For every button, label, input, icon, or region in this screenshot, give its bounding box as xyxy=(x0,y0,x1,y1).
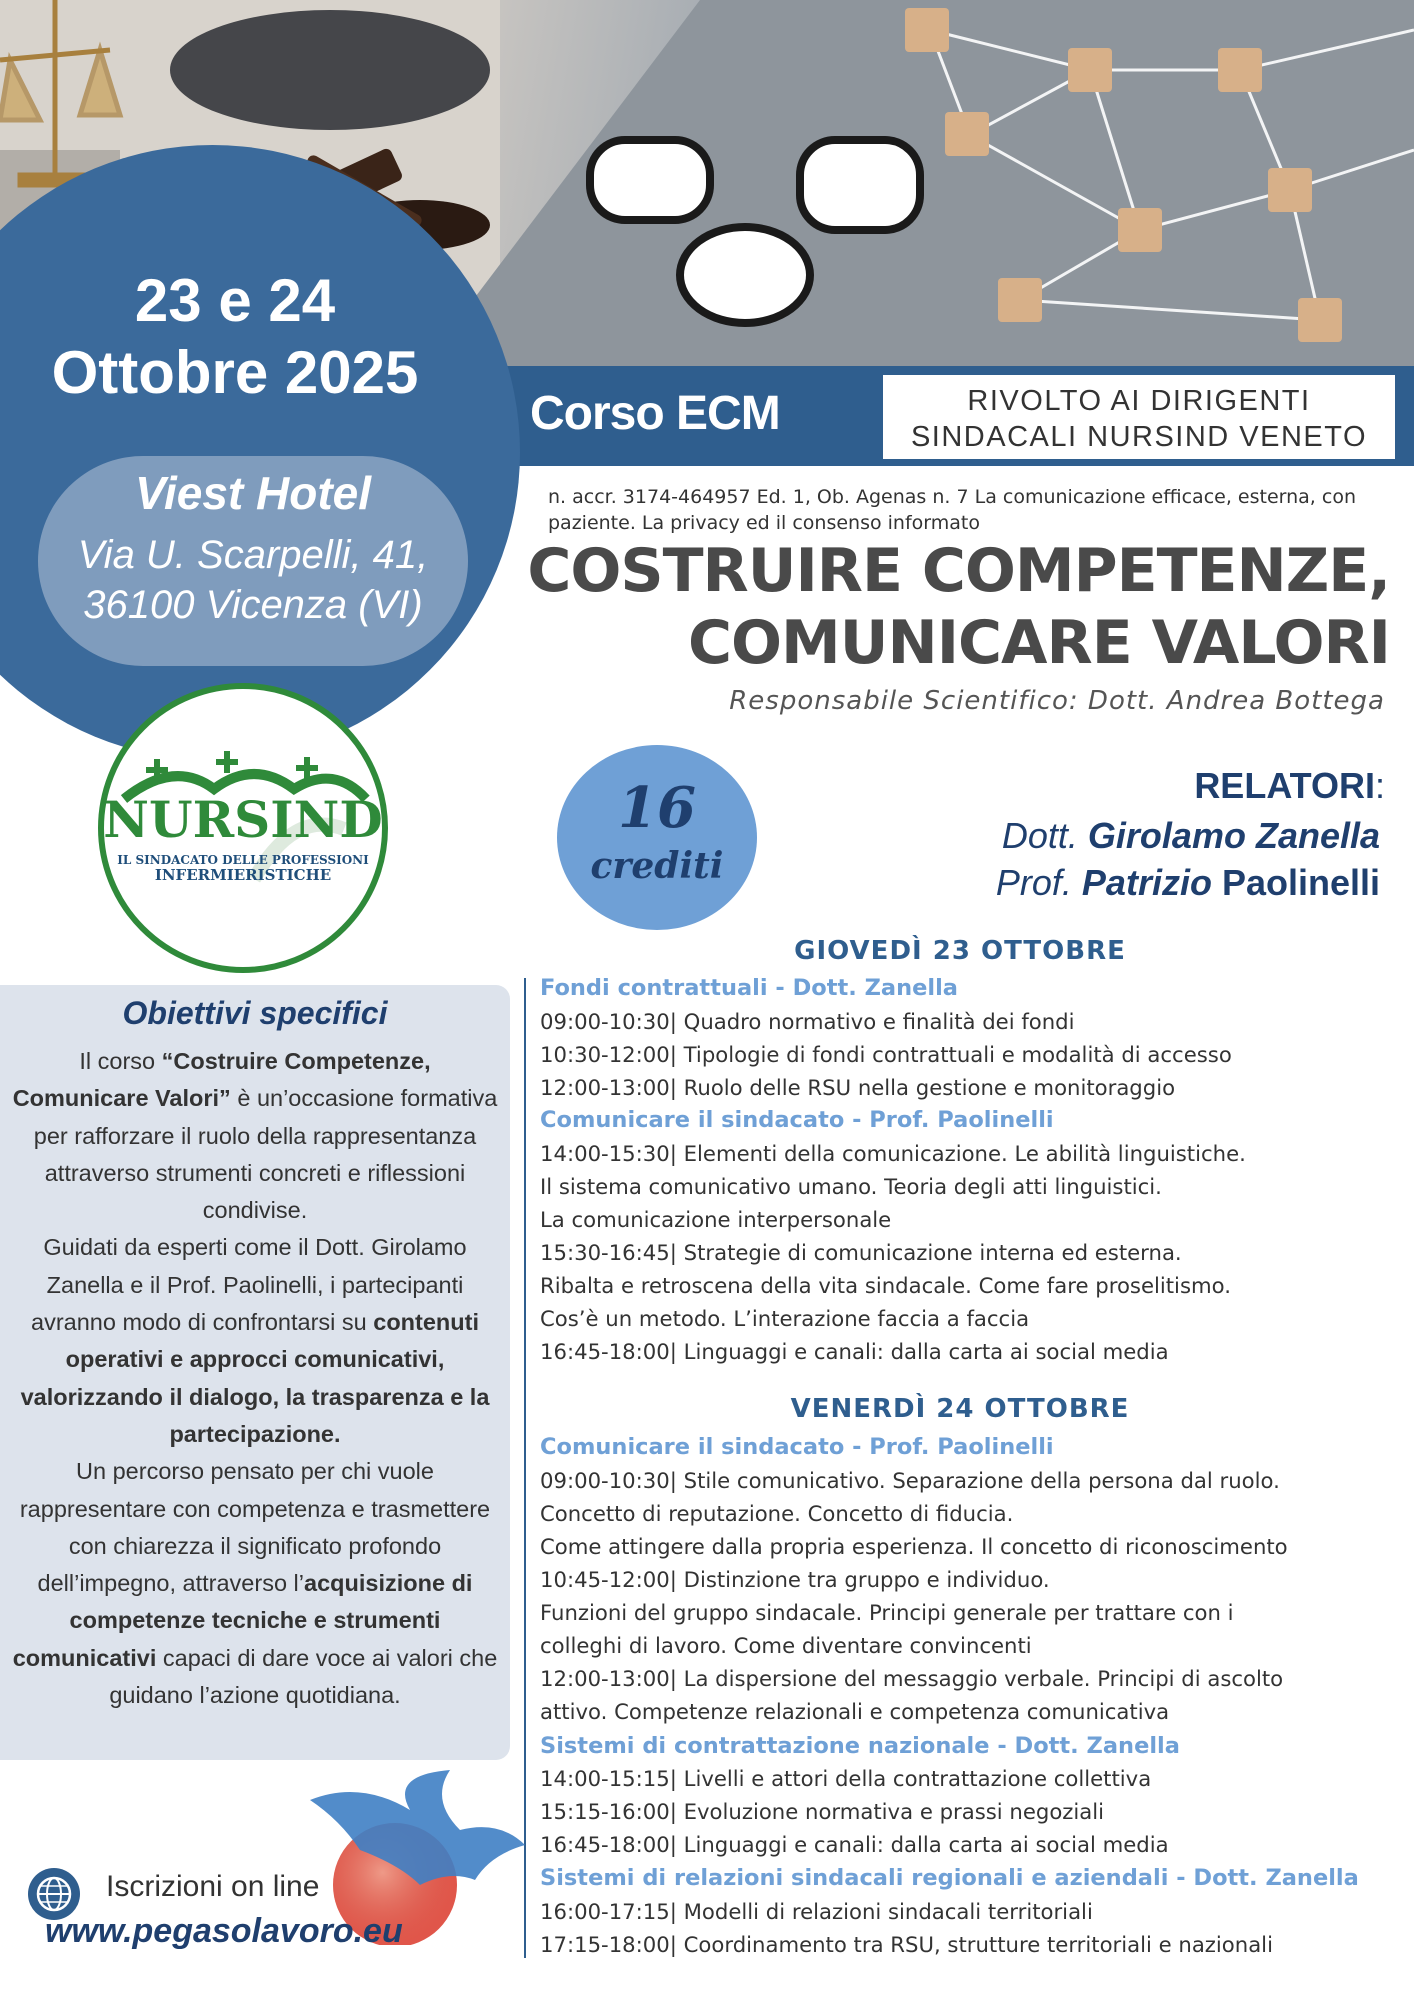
speaker-2-first-name: Patrizio xyxy=(1081,862,1212,903)
schedule-line: 14:00-15:15| Livelli e attori della contrattazione collettiva xyxy=(540,1766,1152,1791)
day-1-section-2: Comunicare il sindacato - Prof. Paolinelli xyxy=(540,1107,1054,1133)
speaker-2-title: Prof. xyxy=(995,862,1082,903)
speaker-2-last-name: Paolinelli xyxy=(1211,862,1380,903)
speaker-1-title: Dott. xyxy=(1001,815,1088,856)
credits-label: crediti xyxy=(590,845,724,887)
schedule-line: 16:00-17:15| Modelli di relazioni sindacali territoriali xyxy=(540,1899,1093,1924)
day-2-section-3: Sistemi di relazioni sindacali regionali e aziendali - Dott. Zanella xyxy=(540,1865,1359,1891)
schedule-line: Il sistema comunicativo umano. Teoria degli atti linguistici. xyxy=(540,1174,1162,1199)
logo-wordmark: NURSIND xyxy=(103,790,383,849)
venue-address-line-2: 36100 Vicenza (VI) xyxy=(83,583,423,627)
scientific-lead-name: : Dott. Andrea Bottega xyxy=(1068,686,1385,716)
logo-tagline-line-2: INFERMIERISTICHE xyxy=(154,866,332,884)
schedule-line: 16:45-18:00| Linguaggi e canali: dalla carta ai social media xyxy=(540,1339,1169,1364)
course-title xyxy=(520,535,1390,679)
speakers-heading-suffix: : xyxy=(1374,765,1385,806)
obj-p3-a: Un percorso pensato per chi vuole rappresentare con competenza e trasmettere con chiarezza il significato profondo dell’impegno, attraverso l’ xyxy=(19,1458,491,1597)
obj-p3-b: capaci di dare voce ai valori che guidano l’azione quotidiana. xyxy=(109,1644,498,1709)
schedule-line: 14:00-15:30| Elementi della comunicazione. Le abilità linguistiche. xyxy=(540,1141,1246,1166)
schedule-line: La comunicazione interpersonale xyxy=(540,1207,892,1232)
schedule-line: 15:30-16:45| Strategie di comunicazione interna ed esterna. xyxy=(540,1240,1182,1265)
speaker-2 xyxy=(780,862,1380,904)
event-dates xyxy=(0,265,470,409)
title-line-2: COMUNICARE VALORI xyxy=(688,608,1390,678)
logo-tagline xyxy=(98,853,388,883)
day-1-heading: GIOVEDÌ 23 OTTOBRE xyxy=(794,936,1126,966)
scientific-lead-role: Responsabile Scientifico xyxy=(729,686,1069,716)
objectives-paragraph-1 xyxy=(10,1043,500,1229)
schedule-line: Funzioni del gruppo sindacale. Principi generale per trattare con i xyxy=(540,1600,1234,1625)
objectives-paragraph-3 xyxy=(10,1453,500,1714)
schedule-line: 09:00-10:30| Stile comunicativo. Separazione della persona dal ruolo. xyxy=(540,1468,1280,1493)
schedule-line: 10:30-12:00| Tipologie di fondi contrattuali e modalità di accesso xyxy=(540,1042,1232,1067)
website-link[interactable]: www.pegasolavoro.eu xyxy=(45,1912,403,1950)
schedule-line: colleghi di lavoro. Come diventare convincenti xyxy=(540,1633,1032,1658)
day-1-section-1: Fondi contrattuali - Dott. Zanella xyxy=(540,975,958,1001)
objectives-heading: Obiettivi specifici xyxy=(122,995,388,1031)
speaker-1-name: Girolamo Zanella xyxy=(1087,815,1380,856)
schedule-line: 17:15-18:00| Coordinamento tra RSU, strutture territoriali e nazionali xyxy=(540,1932,1273,1957)
obj-p2-a: Guidati da esperti come il Dott. Girolamo Zanella e il Prof. Paolinelli, i partecipanti avranno modo di confrontarsi su xyxy=(31,1234,467,1336)
obj-p1-a: Il corso xyxy=(79,1048,162,1074)
speakers-heading xyxy=(900,765,1414,807)
title-line-1: COSTRUIRE COMPETENZE, xyxy=(527,536,1390,606)
day-2-section-1: Comunicare il sindacato - Prof. Paolinelli xyxy=(540,1434,1054,1460)
obj-p1-bold: “Costruire Competenze, Comunicare Valori” xyxy=(12,1048,431,1112)
venue-address xyxy=(38,530,468,630)
schedule-line: 16:45-18:00| Linguaggi e canali: dalla carta ai social media xyxy=(540,1832,1169,1857)
date-line-1: 23 e 24 xyxy=(134,267,336,334)
venue-name: Viest Hotel xyxy=(134,467,372,519)
course-type: Corso ECM xyxy=(530,387,780,440)
target-audience-box xyxy=(880,372,1398,462)
obj-p2-bold: contenuti operativi e approcci comunicativi, valorizzando il dialogo, la trasparenza e la partecipazione. xyxy=(20,1309,490,1447)
schedule-line: 09:00-10:30| Quadro normativo e finalità dei fondi xyxy=(540,1009,1075,1034)
target-line-1: RIVOLTO AI DIRIGENTI xyxy=(967,385,1311,417)
person-shape xyxy=(170,10,490,130)
day-2-heading: VENERDÌ 24 OTTOBRE xyxy=(790,1394,1130,1424)
obj-p3-bold: acquisizione di competenze tecniche e strumenti comunicativi xyxy=(12,1570,473,1671)
objectives-paragraph-2 xyxy=(10,1229,500,1453)
schedule-line: 12:00-13:00| Ruolo delle RSU nella gestione e monitoraggio xyxy=(540,1075,1176,1100)
signup-label: Iscrizioni on line xyxy=(106,1870,320,1903)
speaker-1 xyxy=(780,815,1380,857)
schedule-line: Ribalta e retroscena della vita sindacale. Come fare proselitismo. xyxy=(540,1273,1231,1298)
obj-p1-b: è un’occasione formativa per rafforzare il ruolo della rappresentanza attraverso strumenti concreti e riflessioni condivise. xyxy=(33,1085,498,1224)
schedule-line: 12:00-13:00| La dispersione del messaggio verbale. Principi di ascolto xyxy=(540,1666,1284,1691)
target-line-2: SINDACALI NURSIND VENETO xyxy=(910,421,1368,453)
scientific-lead xyxy=(520,686,1385,716)
objectives-body xyxy=(10,1043,500,1714)
schedule-line: 15:15-16:00| Evoluzione normativa e prassi negoziali xyxy=(540,1799,1105,1824)
speakers-heading-text: RELATORI xyxy=(1194,765,1375,806)
accreditation-text: n. accr. 3174-464957 Ed. 1, Ob. Agenas n. 7 La comunicazione efficace, esterna, con paziente. La privacy ed il consenso informato xyxy=(548,486,1357,534)
logo-tagline-line-1: IL SINDACATO DELLE PROFESSIONI xyxy=(117,853,369,867)
schedule-line: Come attingere dalla propria esperienza. Il concetto di riconoscimento xyxy=(540,1534,1288,1559)
schedule-line: Concetto di reputazione. Concetto di fiducia. xyxy=(540,1501,1014,1526)
day-2-section-2: Sistemi di contrattazione nazionale - Dott. Zanella xyxy=(540,1733,1180,1759)
schedule-line: Cos’è un metodo. L’interazione faccia a faccia xyxy=(540,1306,1030,1331)
credits-number: 16 xyxy=(618,775,696,841)
venue-address-line-1: Via U. Scarpelli, 41, xyxy=(77,533,429,577)
schedule-line: attivo. Competenze relazionali e competenza comunicativa xyxy=(540,1699,1170,1724)
date-line-2: Ottobre 2025 xyxy=(51,339,419,406)
schedule-line: 10:45-12:00| Distinzione tra gruppo e individuo. xyxy=(540,1567,1050,1592)
